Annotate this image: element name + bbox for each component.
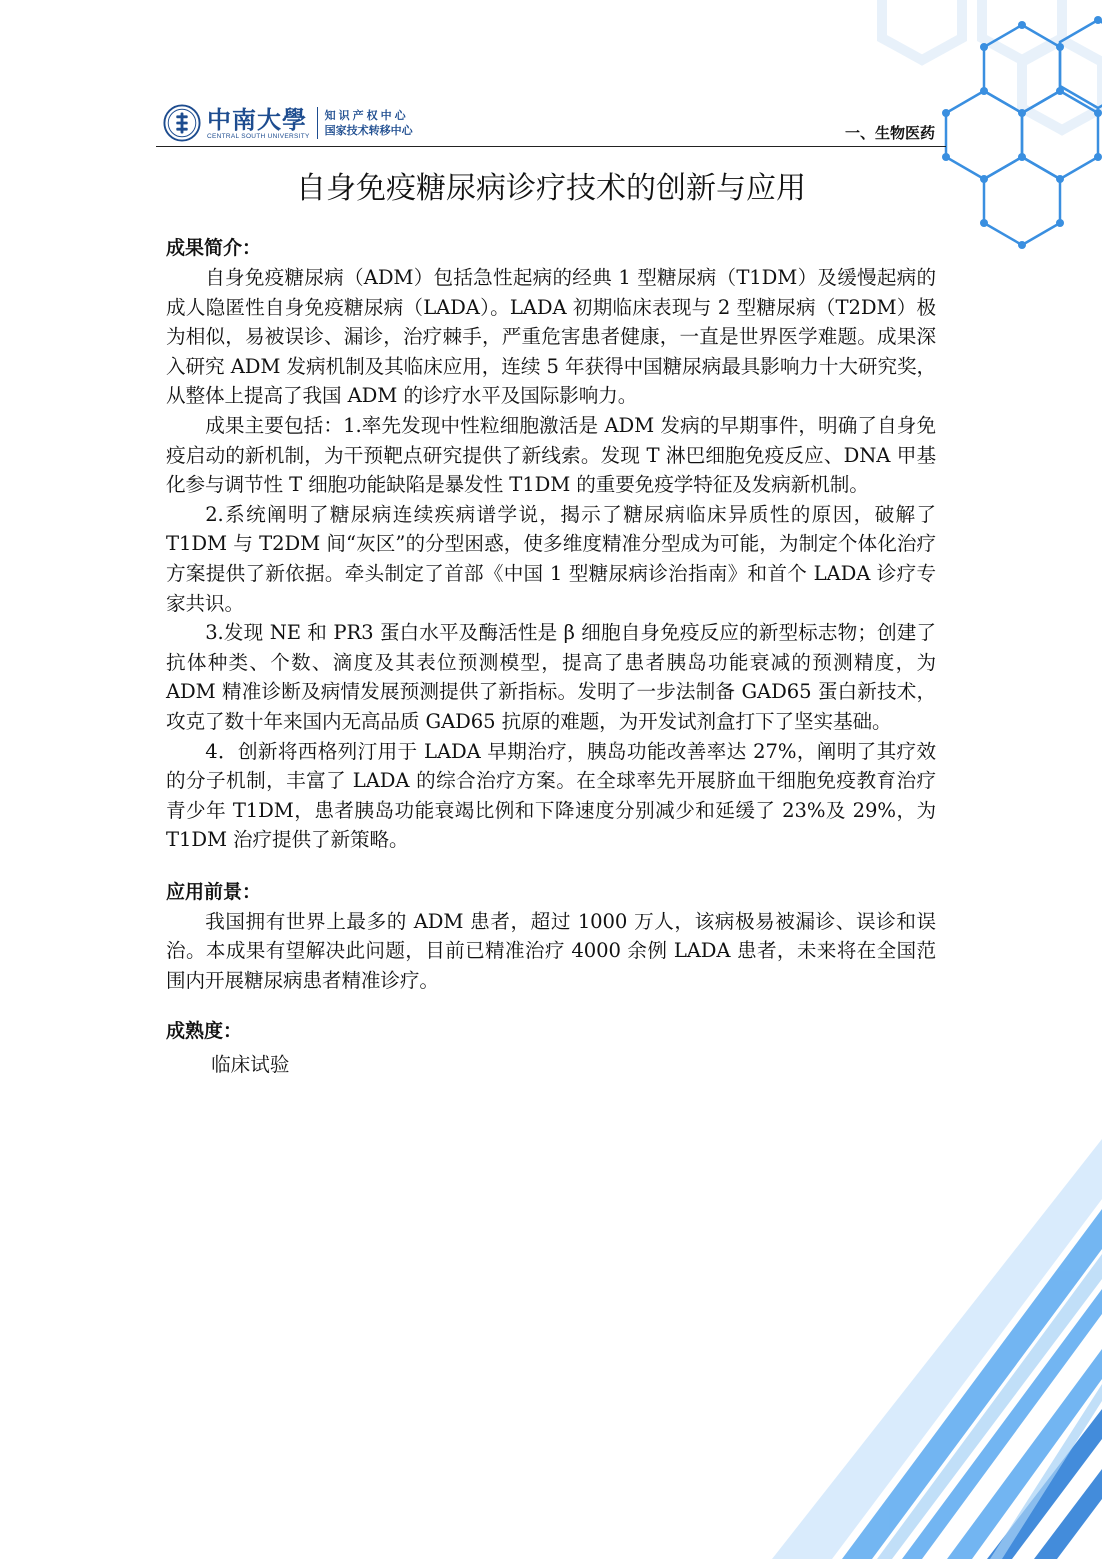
maturity-value: 临床试验 [211,1052,290,1076]
document-body [166,233,936,1080]
summary-paragraph: 自身免疫糖尿病（ADM）包括急性起病的经典 1 型糖尿病（T1DM）及缓慢起病的成人隐匿性自身免疫糖尿病（LADA）。LADA 初期临床表现与 2 型糖尿病（T2DM）极为相似，易被误诊、漏诊，治疗棘手，严重危害患者健康，一直是世界医学难题。成果深入研究 ADM 发病机制及其临床应用，连续 5 年获得中国糖尿病最具影响力十大研究奖，从整体上提高了我国 ADM 的诊疗水平及国际影响力。 [166,266,936,408]
center-name-line1: 知识产权中心 [324,109,409,122]
university-logo [163,103,413,143]
logo-english-name: CENTRAL SOUTH UNIVERSITY [207,132,310,140]
csu-seal-icon [163,104,201,142]
center-name [325,108,413,138]
page-title: 自身免疫糖尿病诊疗技术的创新与应用 [296,171,806,206]
summary-paragraph: 3.发现 NE 和 PR3 蛋白水平及酶活性是 β 细胞自身免疫反应的新型标志物；创建了抗体种类、个数、滴度及其表位预测模型，提高了患者胰岛功能衰减的预测精度，为 ADM 精准诊断及病情发展预测提供了新指标。发明了一步法制备 GAD65 蛋白新技术，攻克了数十年来国内无高品质 GAD65 抗原的难题，为开发试剂盒打下了坚实基础。 [166,621,936,733]
summary-paragraph: 成果主要包括：1.率先发现中性粒细胞激活是 ADM 发病的早期事件，明确了自身免疫启动的新机制，为干预靶点研究提供了新线索。发现 T 淋巴细胞免疫反应、DNA 甲基化参与调节性 T 细胞功能缺陷是暴发性 T1DM 的重要免疫学特征及发病新机制。 [166,413,936,497]
summary-paragraph: 4．创新将西格列汀用于 LADA 早期治疗，胰岛功能改善率达 27%，阐明了其疗效的分子机制，丰富了 LADA 的综合治疗方案。在全球率先开展脐血干细胞免疫教育治疗青少年 T1DM，患者胰岛功能衰竭比例和下降速度分别减少和延缓了 23%及 29%，为 T1DM 治疗提供了新策略。 [166,739,936,852]
prospects-heading: 应用前景： [166,880,262,903]
center-name-line2: 国家技术转移中心 [324,124,413,137]
section-label: 一、生物医药 [844,124,935,142]
logo-chinese-name: 中南大學 [207,104,307,134]
logo-divider [317,107,318,139]
maturity-heading: 成熟度： [166,1019,243,1042]
prospects-paragraph: 我国拥有世界上最多的 ADM 患者，超过 1000 万人，该病极易被漏诊、误诊和误治。本成果有望解决此问题，目前已精准治疗 4000 余例 LADA 患者，未来将在全国范围内开展糖尿病患者精准诊疗。 [166,909,936,993]
summary-heading: 成果简介： [166,237,262,259]
header-divider [156,146,946,147]
summary-paragraph: 2.系统阐明了糖尿病连续疾病谱学说，揭示了糖尿病临床异质性的原因，破解了 T1DM 与 T2DM 间“灰区”的分型困惑，使多维度精准分型成为可能，为制定个体化治疗方案提供了新依据。牵头制定了首部《中国 1 型糖尿病诊治指南》和首个 LADA 诊疗专家共识。 [166,502,936,615]
diagonal-stripes-icon [772,1139,1102,1559]
